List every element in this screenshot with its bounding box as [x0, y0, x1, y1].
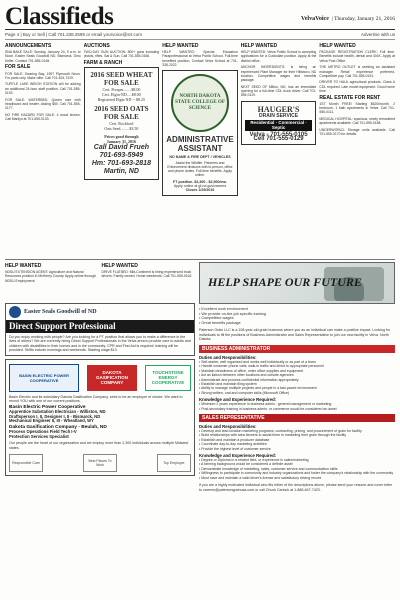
seed-wheat-sub: FOR SALE [103, 79, 139, 88]
section-heading: ANNOUNCEMENTS [5, 43, 52, 49]
knowledge-item: • A farming background would be considered a definite asset [199, 462, 395, 466]
knowledge-list [199, 402, 395, 411]
knowledge-heading: Knowledge and Experience Required: [199, 397, 277, 403]
position-heading: SALES REPRESENTATIVE [199, 414, 395, 422]
listing: ANCHOR INGREDIENTS: is hiring an experienced Plant Manager for their Hillsboro, ND location. Competitive wages and benefits package. [240, 65, 317, 82]
goodwill-header [9, 306, 191, 318]
benefit-item: • Excellent work environment [199, 307, 395, 312]
best-places-logo: Best Places To Work [83, 454, 117, 472]
contact-city: Martin, ND [103, 168, 139, 176]
goodwill-band: Direct Support Professional [6, 320, 194, 333]
listing: SNA BAKE SALE: Sunday, January 24, 9 a.m. to Noon. Easter Seals Goodwill ND, Bismarck. Dino Keller. Contact 701-555-0148. [5, 50, 81, 63]
top-employer-logo: Top Employer [157, 454, 191, 472]
listing: FOR SALE: Dearing Bay, 1997 Plymouth Neon. For parts only. Make offer. Call 701-624-7319. [5, 71, 81, 80]
column-1 [5, 42, 81, 257]
dakota-heading: Dakota Gasification Company - Beulah, ND [9, 424, 107, 430]
basin-electric-ad [5, 359, 195, 477]
listing: UNDERWORLD: Storage units available. Call 701-555-0170 for details. [319, 127, 395, 136]
duty-item: • Maintain cleanliness of office, order office supplies and equipment [199, 369, 395, 373]
listing: HELP WANTED: Special Education Paraprofessional at Velva Public School. Full-time benefited position. Contact Velva School at 701-338-2022. [162, 50, 238, 67]
listing: FOR SALE: WATERBED. Queen size with headboard and heater. Asking $50. Call 701-555-0177. [5, 97, 81, 110]
listing: PACKAGE REGISTRATION CLERK: Full time. Benefits include health, dental and 401K. Apply at Velva Post Office. [319, 50, 395, 63]
listing: TURTLE LAKE WEIGH STATION will be adding an additional 24-hour staff position. Call 701-555-0192. [5, 82, 81, 95]
basin-heading: Basin Electric Power Cooperative [9, 404, 86, 410]
column-4 [241, 42, 317, 257]
duties-heading: Duties and Responsibilities: [199, 354, 257, 360]
contact-home-phone: Hm: 701-693-2818 [91, 160, 151, 168]
touchstone-logo: TOUCHSTONE ENERGY COOPERATIVE [145, 365, 191, 391]
column-3 [162, 42, 238, 257]
duty-item: • Handle customer phone calls, walk-in traffic and direct to appropriate personnel [199, 364, 395, 368]
admin-assistant-ad [162, 70, 238, 197]
benefit-list [199, 307, 395, 325]
price-line: Cert. Rockford [109, 121, 134, 127]
price-line: Registered Elgin ND -- $8.25 [97, 97, 145, 103]
basin-list [9, 410, 191, 424]
responsible-care-logo: Responsible Care [9, 454, 43, 472]
duty-item: • Coordinate day-to-day marketing activities [199, 442, 395, 446]
banner-title: HELP SHAPE OUR FUTURE [208, 275, 362, 289]
business-name: HAUGER'S [257, 105, 300, 115]
help-listing-2 [102, 262, 196, 300]
footer-logos [9, 454, 191, 472]
section-heading: HELP WANTED [162, 43, 199, 49]
business-phone: Velva - 701-555-0105 [249, 131, 308, 138]
job-item: Process Operations Field Tech I-V [9, 429, 77, 435]
duty-item: • Strong written, oral and computer skills (Microsoft Office) [199, 391, 395, 395]
section-divider [5, 259, 395, 260]
price-line: Cert. Elgin-ND.....$8.00 [102, 92, 141, 98]
job-item: Apprentice Substation Electrician - Williston, ND [9, 409, 106, 415]
goodwill-ad [5, 303, 195, 356]
duty-item: • Ability to manage multiple projects and people in a fast-paced environment [199, 386, 395, 390]
price-note-date: January 31, 2016 [106, 139, 136, 145]
game-fish-logo: NORTH DAKOTA STATE COLLEGE OF SCIENCE [171, 74, 229, 132]
issue-date: Thursday, January 21, 2016 [334, 16, 395, 22]
knowledge-item: • Demonstrate knowledge of marketing, sales, customer service and communication skills [199, 467, 395, 471]
job-item: Mechanical Engineer II, III - Wheatland, WY [9, 418, 94, 424]
paterson-grain-ad [199, 262, 395, 595]
benefit-item: • Competitive wages [199, 316, 395, 321]
section-heading: FOR SALE [5, 64, 31, 71]
seed-oats-title: 2016 SEED OATS [94, 105, 149, 114]
sales-duties-list [199, 429, 395, 451]
basin-intro: Basin Electric and its subsidiary Dakota Gasification Company, seek to be an employer of choice. We want to recruit YOU with one of our current positions. [9, 394, 183, 404]
section-heading: FARM & RANCH [83, 60, 123, 67]
publication-name-2: Voice [315, 16, 329, 22]
listing: MEDICAL HOSPITAL: spacious, newly remodeled apartments available. Call 701-555-0188. [319, 116, 395, 126]
duty-item: • Establish and maintain a producer database [199, 438, 395, 442]
business-cell: Cell 701-555-0129 [253, 136, 304, 143]
knowledge-item: • Post-secondary training in business admin. or commerce would be considered an asset [199, 407, 395, 411]
drain-service-ad [241, 101, 317, 145]
listing: NO FIRE HAZARD FOR SALE: 4 wood stoves. Call Marilyn at 701-555-0133. [5, 112, 81, 121]
duty-item: • Act as liaison between other locations and outside agencies [199, 373, 395, 377]
basin-outro: Our people are the heart of our organization and we employ more than 2,300 individuals across multiple Midwest states. [9, 441, 189, 450]
column-2 [84, 42, 160, 257]
ad-title: ADMINISTRATIVE ASSISTANT [166, 134, 234, 153]
knowledge-item: • Willingness to participate in community and industry organizations and foster the company's relationship with the community [199, 471, 395, 475]
page-title: Classifieds [5, 3, 114, 30]
listing: NEXT SEED OF Milton, ND, has an immediate opening for a full-time CDL truck driver. Call 701-555-0119. [240, 84, 317, 98]
price-line: Oats Seed.........$3.50 [104, 126, 139, 132]
sales-knowledge-list [199, 458, 395, 480]
lower-left [5, 262, 195, 595]
ad-apply: Apply online at gf.nd.gov/careers [173, 183, 227, 188]
section-heading: REAL ESTATE FOR RENT [319, 94, 381, 101]
ad-body: Assist the Wildlife, Fisheries and Enforcement divisions with in-person, office and phone duties. Full-time benefits. Apply online. [167, 160, 233, 178]
business-sub: DRAIN SERVICE [259, 113, 299, 120]
help-wanted-row [5, 262, 195, 300]
knowledge-heading: Knowledge and Experience Required: [199, 452, 277, 458]
subline [5, 30, 395, 40]
listing: DRIVER TO HAUL agricultural products. Class A CDL required. Late model equipment. Good home time. [319, 80, 395, 93]
section-heading: HELP WANTED [240, 43, 278, 49]
listing: 1ST Month FREE! Starting $620/month. 2 bedroom, 1 bath apartments in Velva. Call 701-555-0111. [319, 101, 395, 115]
seed-ad [84, 67, 160, 180]
duty-item: • Develop and lead location marketing programs, contracting, pricing, and procurement of grain for facility [199, 429, 395, 433]
advertise-line: Advertise with us [360, 32, 395, 37]
ad-close: Closes 1/29/2016 [185, 187, 215, 192]
contact-line: Page 4 | Buy or Sell | Call 701.338.2599 or email yourvoice@srt.com [5, 32, 142, 37]
company-intro: Paterson Grain LLC is a 108-year-old grain business where you as an individual can make a positive impact. Looking for individuals to fill the positions of Business Administrator and Sales Representative to join our new facility in Velva, North Dakota. [199, 328, 391, 342]
contact-phone: 701-693-5949 [99, 152, 144, 160]
position-heading: BUSINESS ADMINISTRATOR [199, 345, 395, 353]
dakota-gas-logo: DAKOTA GASIFICATION COMPANY [87, 365, 137, 391]
lower-section [5, 262, 395, 595]
basin-logos [9, 363, 191, 393]
duties-list [199, 360, 395, 395]
job-item: Protection Services Specialist [9, 433, 69, 439]
seed-oats-sub: FOR SALE [103, 113, 139, 122]
basin-electric-logo: BASIN ELECTRIC POWER COOPERATIVE [9, 364, 79, 392]
duty-item: • Establish and maintain filing system [199, 382, 395, 386]
service-band: Residential · Commercial · Septic [245, 120, 313, 130]
job-item: Draftsperson I, II, Designer I, II - Bismarck, ND [9, 413, 101, 419]
duty-item: • Administrate and process confidential information appropriately [199, 378, 395, 382]
section-heading: HELP WANTED [101, 263, 138, 269]
duty-item: • Build relationships with area farmers to assist them in marketing their grain through the facility [199, 433, 395, 437]
duty-item: • Provide the highest level of customer service [199, 447, 395, 451]
price-line: Cert. Prosper........$8.00 [102, 87, 141, 93]
dakota-list [9, 430, 191, 439]
application-instructions: If you are a highly motivated individual who fits either of the descriptions above, please send your resume and cover letter to careers@patersongrainusa.com or call Chuck Carlock at 1-888-467-7423. [199, 483, 393, 492]
section-heading: HELP WANTED [319, 43, 356, 49]
seed-wheat-title: 2016 SEED WHEAT [90, 71, 153, 80]
listing: HELP WANTED: Velva Public School is accepting applications for a Custodian position. Apply at the district office. [240, 50, 317, 63]
ad-dept: NO NAME & FIRE DEPT / VEHICLES [169, 154, 231, 159]
goodwill-logo-icon [9, 306, 21, 318]
benefit-item: • Great benefits package [199, 321, 395, 326]
listing: NDSU EXTENSION AGENT: Agriculture and Natural Resources position in McHenry County. Apply online through NDSU Employment. [5, 270, 96, 283]
publication-name: Velva [300, 16, 316, 22]
price-note: Prices good through [104, 134, 139, 140]
goodwill-name: Easter Seals Goodwill of ND [24, 308, 97, 315]
listing: THE METRO OUTLET is seeking an assistant manager. Retail experience preferred. Competitive pay. Call 701-555-0151. [319, 65, 395, 78]
section-heading: HELP WANTED [5, 263, 42, 269]
masthead [5, 4, 395, 30]
goodwill-body: Do you enjoy working with people? Are you looking for a PT position that allows you to make a difference in the lives of others? We are currently hiring Direct Support Professionals in the Velva area to provide care to adults and children with disabilities in their homes and in the community. CPR and First Aid is required; training will be provided. Shifts include evenings and weekends. Starting wage $13. [9, 335, 191, 353]
ad-pay: FT position. $2,300 - $2,900/mo. [173, 179, 227, 184]
classified-columns [5, 42, 395, 257]
knowledge-item: • Degree or Diploma in a related field, or experience in sales/marketing [199, 458, 395, 462]
duty-item: • Self-starter, well organized and works well individually or as part of a team [199, 360, 395, 364]
contact-name: Call David Frueh [93, 144, 149, 152]
knowledge-item: • Must have and maintain a valid driver's license and satisfactory driving record [199, 476, 395, 480]
help-shape-banner [199, 262, 395, 304]
knowledge-item: • Minimum 2 years experience in business admin., general management or marketing [199, 402, 395, 406]
section-heading: AUCTIONS [83, 43, 110, 49]
help-listing-1 [5, 262, 99, 300]
benefit-item: • We provide on-the-job specific training [199, 312, 395, 317]
column-5 [319, 42, 395, 257]
duties-heading: Duties and Responsibilities: [199, 423, 257, 429]
listing: DRIVE FLATBED: Mid-Continent is hiring experienced truck drivers. Family owned. Home weekends. Call 701-555-0162. [101, 270, 193, 279]
listing: TWO-DAY GUN AUCTION: 800+ guns including pistols, rifles. Sat & Sun. Call 701-555-0166. [83, 50, 160, 59]
publication-line: VelvaVoice | Thursday, January 21, 2016 [300, 16, 395, 22]
